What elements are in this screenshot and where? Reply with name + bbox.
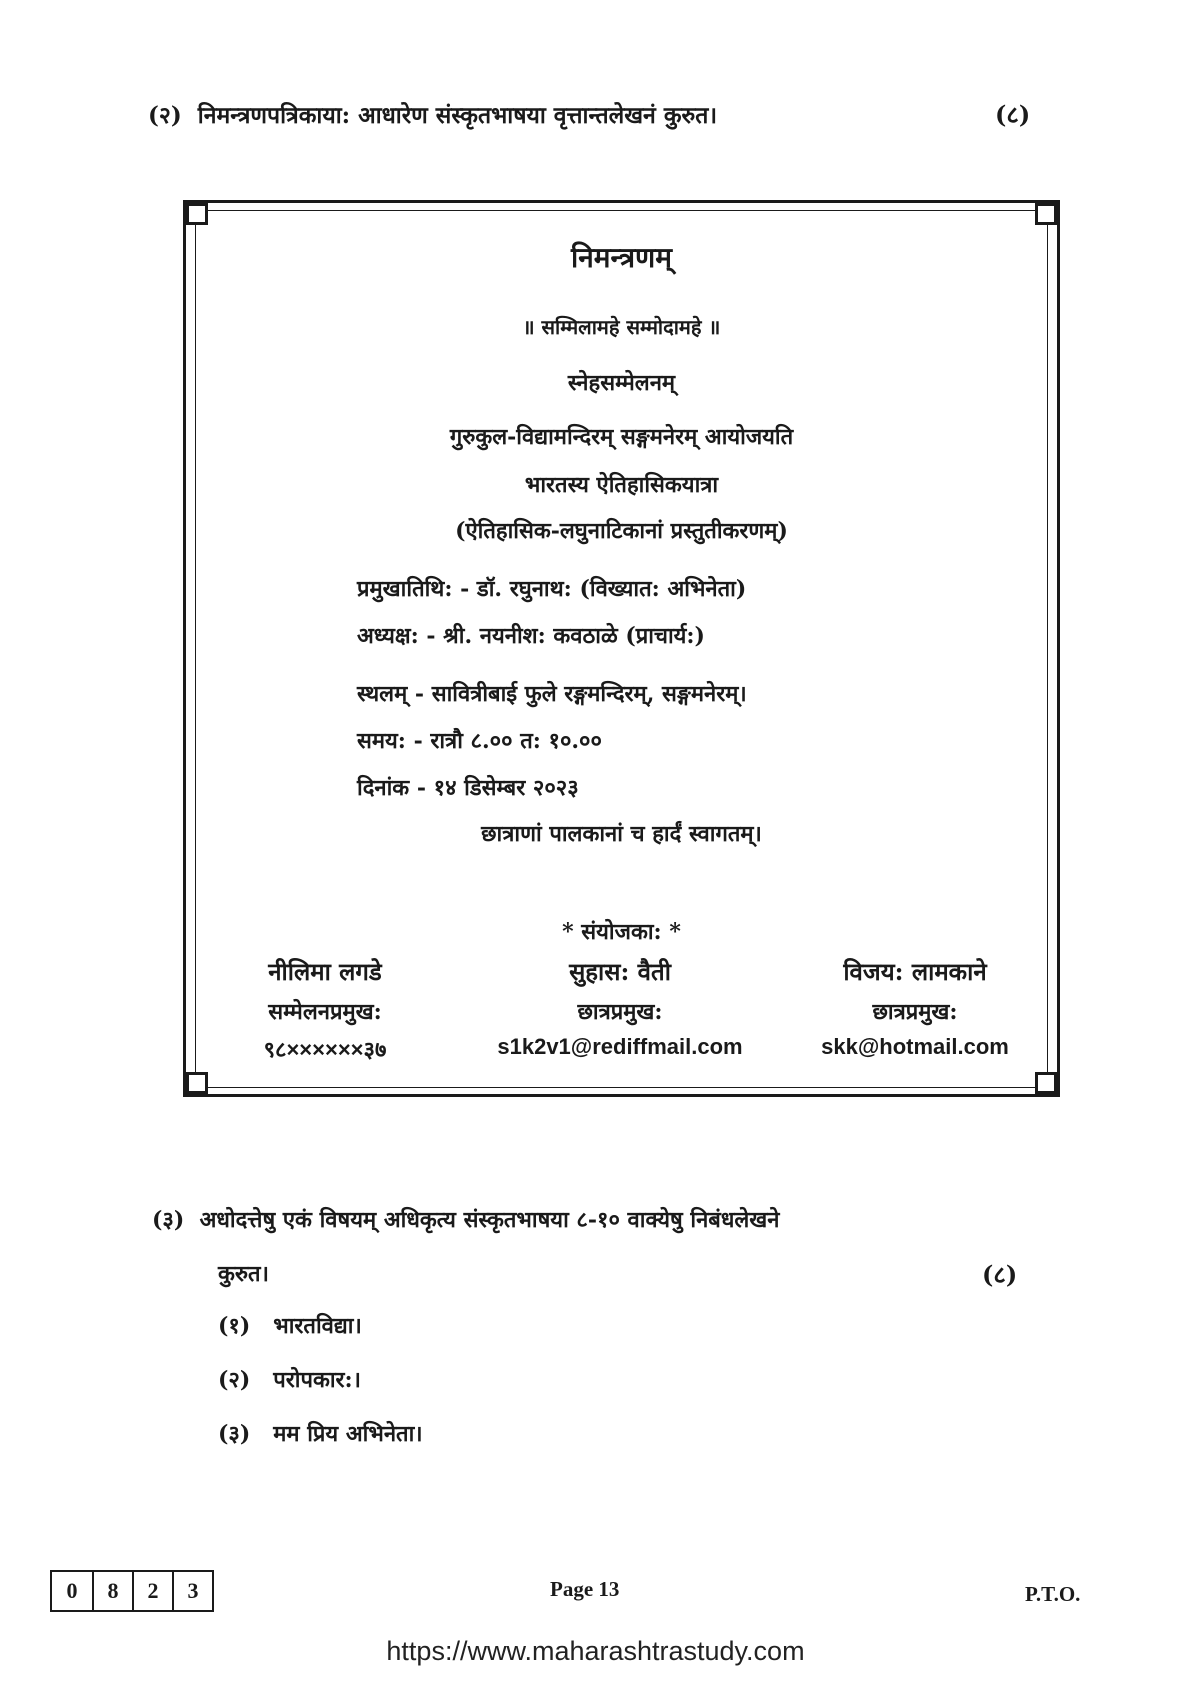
code-digit: 2	[132, 1572, 172, 1610]
corner-ornament-icon	[1035, 203, 1057, 225]
invitation-programme: भारतस्य ऐतिहासिकयात्रा	[524, 472, 719, 498]
date: दिनांक - १४ डिसेम्बर २०२३	[357, 775, 579, 801]
question-2-number: (२)	[148, 102, 182, 129]
corner-ornament-icon	[186, 1072, 208, 1094]
question-3-option-1	[218, 1310, 362, 1340]
invitation-event: स्नेहसम्मेलनम्	[567, 370, 676, 396]
pto-label: P.T.O.	[1025, 1582, 1081, 1606]
question-2-marks: (८)	[995, 100, 1031, 129]
welcome-message: छात्राणां पालकानां च हार्दं स्वागतम्।	[481, 821, 762, 847]
venue: स्थलम् - सावित्रीबाई फुले रङ्गमन्दिरम्, सङ्गमनेरम्।	[357, 681, 747, 707]
organisers-heading: * संयोजका: *	[562, 919, 681, 945]
corner-ornament-icon	[186, 203, 208, 225]
invitation-title: निमन्त्रणम्	[570, 241, 673, 274]
question-3-option-3	[218, 1418, 423, 1448]
question-2-line	[148, 98, 717, 130]
option-text: परोपकार:।	[273, 1367, 361, 1393]
organiser-3	[795, 955, 1035, 1060]
president: अध्यक्ष: - श्री. नयनीश: कवठाळे (प्राचार्य:)	[357, 623, 705, 649]
organiser-contact: s1k2v1@rediffmail.com	[497, 1034, 743, 1059]
organiser-role: छात्रप्रमुख:	[872, 999, 958, 1025]
question-2-text: निमन्त्रणपत्रिकाया: आधारेण संस्कृतभाषया वृत्तान्तलेखनं कुरुत।	[197, 102, 718, 129]
invitation-programme-desc: (ऐतिहासिक-लघुनाटिकानां प्रस्तुतीकरणम्)	[455, 518, 788, 544]
organiser-name: विजय: लामकाने	[843, 957, 987, 986]
organiser-name: सुहास: वैती	[569, 957, 671, 986]
organiser-1	[225, 955, 425, 1064]
corner-ornament-icon	[1035, 1072, 1057, 1094]
question-3-text: अधोदत्तेषु एकं विषयम् अधिकृत्य संस्कृतभाषया ८-१० वाक्येषु निबंधलेखने	[199, 1207, 780, 1233]
time: समय: - रात्रौ ८.०० त: १०.००	[357, 728, 602, 754]
option-text: मम प्रिय अभिनेता।	[273, 1421, 423, 1447]
invitation-motto: ॥ सम्मिलामहे सम्मोदामहे ॥	[522, 315, 721, 339]
footer-url: https://www.maharashtrastudy.com	[386, 1636, 805, 1666]
question-3-marks: (८)	[982, 1260, 1018, 1289]
page-number: Page 13	[550, 1577, 620, 1601]
option-number: (२)	[218, 1367, 251, 1393]
option-number: (१)	[218, 1313, 251, 1339]
organiser-role: सम्मेलनप्रमुख:	[268, 999, 382, 1025]
organiser-2	[470, 955, 770, 1060]
invitation-organiser-line: गुरुकुल-विद्यामन्दिरम् सङ्गमनेरम् आयोजयति	[449, 424, 794, 450]
question-3-number: (३)	[152, 1207, 185, 1233]
option-text: भारतविद्या।	[273, 1313, 362, 1339]
chief-guest: प्रमुखातिथि: - डॉ. रघुनाथ: (विख्यात: अभिनेता)	[357, 576, 747, 602]
code-digit: 3	[172, 1572, 212, 1610]
paper-code-box	[50, 1570, 214, 1612]
question-3-option-2	[218, 1364, 361, 1394]
organiser-name: नीलिमा लगडे	[268, 957, 382, 986]
code-digit: 8	[92, 1572, 132, 1610]
organiser-contact: skk@hotmail.com	[821, 1034, 1009, 1059]
code-digit: 0	[66, 1578, 78, 1603]
organiser-role: छात्रप्रमुख:	[577, 999, 663, 1025]
question-3-line-1	[152, 1204, 780, 1234]
question-3-line-2: कुरुत।	[218, 1261, 269, 1287]
option-number: (३)	[218, 1421, 251, 1447]
organiser-contact: ९८××××××३७	[263, 1037, 387, 1062]
